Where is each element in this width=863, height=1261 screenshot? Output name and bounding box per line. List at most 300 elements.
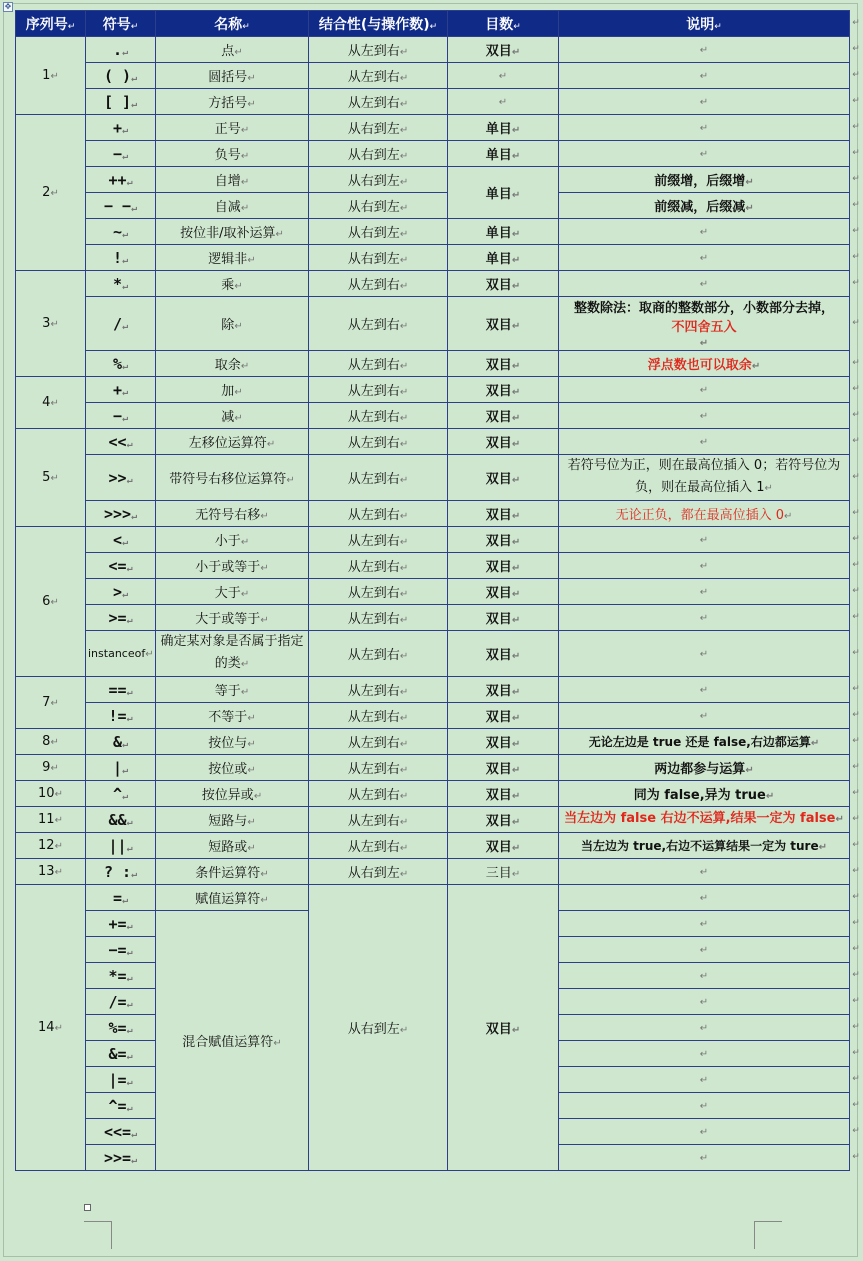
operator-symbol: <=↵: [86, 553, 156, 579]
paragraph-mark-icon: ↵: [126, 176, 133, 188]
arity: 双目↵: [448, 781, 559, 807]
description: [559, 963, 850, 989]
operator-name: 按位或↵: [156, 755, 309, 781]
paragraph-mark-icon: ↵: [498, 97, 508, 108]
paragraph-mark-icon: ↵: [511, 1025, 521, 1036]
paragraph-mark-icon: ↵: [266, 439, 276, 450]
row-end-mark-icon: ↵: [852, 277, 860, 288]
arity: 双目↵: [448, 579, 559, 605]
group-number: 7↵: [16, 677, 86, 729]
paragraph-mark-icon: ↵: [131, 510, 138, 522]
associativity: 从左到右↵: [309, 729, 448, 755]
paragraph-mark-icon: ↵: [810, 738, 820, 749]
paragraph-mark-icon: ↵: [399, 765, 409, 776]
table-row: [16, 833, 850, 859]
description: 当左边为 true,右边不运算结果一定为 ture↵: [559, 833, 850, 859]
table-row: [16, 63, 850, 89]
description: 前缀增，后缀增↵: [559, 167, 850, 193]
paragraph-mark-icon: ↵: [699, 1153, 709, 1164]
operator-symbol: +↵: [86, 377, 156, 403]
table-row: [16, 351, 850, 377]
operator-symbol: &↵: [86, 729, 156, 755]
table-row: [16, 501, 850, 527]
paragraph-mark-icon: ↵: [240, 361, 250, 372]
table-row: [16, 527, 850, 553]
associativity: 从左到右↵: [309, 429, 448, 455]
description: [559, 937, 850, 963]
operator-symbol: >>=↵: [86, 1145, 156, 1171]
paragraph-mark-icon: ↵: [399, 563, 409, 574]
paragraph-mark-icon: ↵: [399, 869, 409, 880]
paragraph-mark-icon: ↵: [399, 361, 409, 372]
associativity: 从左到右↵: [309, 63, 448, 89]
operator-name: 大于↵: [156, 579, 309, 605]
row-end-mark-icon: ↵: [852, 787, 860, 798]
header-name: 名称↵: [156, 11, 309, 37]
table-row: [16, 859, 850, 885]
paragraph-mark-icon: ↵: [234, 47, 243, 58]
row-end-mark-icon: ↵: [852, 199, 860, 210]
row-end-mark-icon: ↵: [852, 995, 860, 1006]
paragraph-mark-icon: ↵: [399, 73, 409, 84]
description: [559, 631, 850, 677]
paragraph-mark-icon: ↵: [399, 229, 409, 240]
associativity: 从左到右↵: [309, 271, 448, 297]
description: [559, 403, 850, 429]
row-end-mark-icon: ↵: [852, 891, 860, 902]
description: [559, 527, 850, 553]
paragraph-mark-icon: ↵: [247, 99, 256, 110]
paragraph-mark-icon: ↵: [511, 475, 521, 486]
paragraph-mark-icon: ↵: [399, 47, 409, 58]
arity: 双目↵: [448, 833, 559, 859]
description: [559, 989, 850, 1015]
operator-symbol: [ ]↵: [86, 89, 156, 115]
paragraph-mark-icon: ↵: [699, 1127, 709, 1138]
operator-symbol: |↵: [86, 755, 156, 781]
paragraph-mark-icon: ↵: [764, 483, 773, 494]
row-end-mark-icon: ↵: [852, 121, 860, 132]
paragraph-mark-icon: ↵: [247, 765, 256, 776]
operator-name: 减↵: [156, 403, 309, 429]
operator-name: 短路或↵: [156, 833, 309, 859]
paragraph-mark-icon: ↵: [399, 125, 409, 136]
description-line: 整数除法：取商的整数部分，小数部分去掉，: [573, 301, 834, 316]
table-row: [16, 579, 850, 605]
operator-symbol: =↵: [86, 885, 156, 911]
row-end-mark-icon: ↵: [852, 147, 860, 158]
description: [559, 1041, 850, 1067]
paragraph-mark-icon: ↵: [247, 713, 256, 724]
paragraph-mark-icon: ↵: [126, 614, 133, 626]
operator-symbol: +=↵: [86, 911, 156, 937]
paragraph-mark-icon: ↵: [699, 385, 709, 396]
row-end-mark-icon: ↵: [852, 611, 860, 622]
operator-name: 乘↵: [156, 271, 309, 297]
arity: 双目↵: [448, 807, 559, 833]
row-end-mark-icon: ↵: [852, 173, 860, 184]
associativity: 从左到右↵: [309, 89, 448, 115]
arity: 单目↵: [448, 167, 559, 219]
paragraph-mark-icon: ↵: [745, 177, 754, 188]
operator-symbol: ||↵: [86, 833, 156, 859]
table-row: [16, 37, 850, 63]
description: [559, 885, 850, 911]
operator-symbol: %=↵: [86, 1015, 156, 1041]
table-row: [16, 781, 850, 807]
operator-name: 逻辑非↵: [156, 245, 309, 271]
arity: 单目↵: [448, 115, 559, 141]
operator-name: 赋值运算符↵: [156, 885, 309, 911]
paragraph-mark-icon: ↵: [835, 814, 844, 825]
paragraph-mark-icon: ↵: [126, 1076, 133, 1088]
associativity: 从左到右↵: [309, 297, 448, 351]
paragraph-mark-icon: ↵: [818, 842, 827, 853]
associativity: 从右到左↵: [309, 167, 448, 193]
row-end-mark-icon: ↵: [852, 69, 860, 80]
paragraph-mark-icon: ↵: [399, 843, 409, 854]
table-row: [16, 677, 850, 703]
paragraph-mark-icon: ↵: [50, 763, 59, 774]
operator-symbol: !=↵: [86, 703, 156, 729]
paragraph-mark-icon: ↵: [699, 893, 709, 904]
operator-symbol: ^=↵: [86, 1093, 156, 1119]
operator-name: 自增↵: [156, 167, 309, 193]
row-end-mark-icon: ↵: [852, 95, 860, 106]
arity: 双目↵: [448, 553, 559, 579]
row-end-mark-icon: ↵: [852, 1047, 860, 1058]
paragraph-mark-icon: ↵: [131, 868, 138, 880]
group-number: 13↵: [16, 859, 86, 885]
paragraph-mark-icon: ↵: [126, 842, 133, 854]
arity: 双目↵: [448, 271, 559, 297]
paragraph-mark-icon: ↵: [122, 360, 129, 372]
paragraph-mark-icon: ↵: [699, 561, 709, 572]
associativity: 从右到左↵: [309, 219, 448, 245]
row-end-mark-icon: ↵: [852, 943, 860, 954]
operator-symbol: !↵: [86, 245, 156, 271]
table-row: [16, 553, 850, 579]
operator-symbol: −=↵: [86, 937, 156, 963]
group-number: 11↵: [16, 807, 86, 833]
row-end-mark-icon: ↵: [852, 225, 860, 236]
paragraph-mark-icon: ↵: [399, 687, 409, 698]
operator-symbol: <<↵: [86, 429, 156, 455]
row-end-mark-icon: ↵: [852, 761, 860, 772]
table-row: [16, 729, 850, 755]
row-end-mark-icon: ↵: [852, 251, 860, 262]
paragraph-mark-icon: ↵: [513, 21, 521, 32]
operator-name: 自减↵: [156, 193, 309, 219]
associativity: 从左到右↵: [309, 807, 448, 833]
paragraph-mark-icon: ↵: [240, 125, 250, 136]
operator-name: 确定某对象是否属于指定的类↵: [156, 631, 309, 677]
description: [559, 579, 850, 605]
associativity: 从左到右↵: [309, 605, 448, 631]
paragraph-mark-icon: ↵: [242, 21, 250, 32]
table-row: [16, 605, 850, 631]
paragraph-mark-icon: ↵: [126, 920, 133, 932]
table-row: [16, 89, 850, 115]
paragraph-mark-icon: ↵: [699, 649, 709, 660]
row-end-mark-icon: ↵: [852, 435, 860, 446]
paragraph-mark-icon: ↵: [399, 177, 409, 188]
associativity: 从左到右↵: [309, 553, 448, 579]
description: [559, 677, 850, 703]
paragraph-mark-icon: ↵: [126, 972, 133, 984]
group-number: 14↵: [16, 885, 86, 1171]
operator-symbol: *↵: [86, 271, 156, 297]
paragraph-mark-icon: ↵: [399, 387, 409, 398]
paragraph-mark-icon: ↵: [122, 280, 129, 292]
row-end-mark-icon: ↵: [852, 1073, 860, 1084]
paragraph-mark-icon: ↵: [511, 190, 521, 201]
description: 前缀减，后缀减↵: [559, 193, 850, 219]
row-end-mark-icon: ↵: [852, 559, 860, 570]
table-row: [16, 115, 850, 141]
row-end-mark-icon: ↵: [852, 865, 860, 876]
paragraph-mark-icon: ↵: [399, 817, 409, 828]
paragraph-mark-icon: ↵: [699, 587, 709, 598]
operator-name: 加↵: [156, 377, 309, 403]
paragraph-mark-icon: ↵: [745, 765, 754, 776]
description: [559, 219, 850, 245]
paragraph-mark-icon: ↵: [511, 537, 521, 548]
paragraph-mark-icon: ↵: [122, 46, 129, 58]
paragraph-mark-icon: ↵: [122, 254, 129, 266]
arity: 双目↵: [448, 527, 559, 553]
table-row: [16, 193, 850, 219]
associativity: 从左到右↵: [309, 501, 448, 527]
associativity: 从左到右↵: [309, 37, 448, 63]
operator-symbol: ( )↵: [86, 63, 156, 89]
paragraph-mark-icon: ↵: [745, 203, 754, 214]
table-row: [16, 429, 850, 455]
operator-symbol: − −↵: [86, 193, 156, 219]
table-row: [16, 403, 850, 429]
paragraph-mark-icon: ↵: [511, 651, 521, 662]
description: [559, 115, 850, 141]
paragraph-mark-icon: ↵: [399, 151, 409, 162]
paragraph-mark-icon: ↵: [399, 651, 409, 662]
associativity: 从左到右↵: [309, 579, 448, 605]
table-move-handle-icon[interactable]: ✥: [4, 2, 12, 11]
paragraph-mark-icon: ↵: [511, 413, 521, 424]
paragraph-mark-icon: ↵: [399, 281, 409, 292]
paragraph-mark-icon: ↵: [699, 711, 709, 722]
operator-name: 混合赋值运算符↵: [156, 911, 309, 1171]
operator-name: 按位与↵: [156, 729, 309, 755]
paragraph-mark-icon: ↵: [54, 815, 63, 826]
paragraph-mark-icon: ↵: [240, 659, 250, 670]
paragraph-mark-icon: ↵: [130, 21, 139, 32]
associativity: 从左到右↵: [309, 833, 448, 859]
operator-precedence-table: [15, 10, 850, 1171]
group-number: 6↵: [16, 527, 86, 677]
description: [559, 1015, 850, 1041]
operator-symbol: >=↵: [86, 605, 156, 631]
group-number: 2↵: [16, 115, 86, 271]
arity: 双目↵: [448, 677, 559, 703]
description: [559, 553, 850, 579]
operator-name: 不等于↵: [156, 703, 309, 729]
table-row: [16, 755, 850, 781]
paragraph-mark-icon: ↵: [399, 321, 409, 332]
paragraph-mark-icon: ↵: [122, 386, 129, 398]
operator-name: 取余↵: [156, 351, 309, 377]
associativity: 从右到左↵: [309, 141, 448, 167]
paragraph-mark-icon: ↵: [699, 1049, 709, 1060]
paragraph-mark-icon: ↵: [126, 1050, 133, 1062]
group-number: 4↵: [16, 377, 86, 429]
paragraph-mark-icon: ↵: [126, 998, 133, 1010]
paragraph-mark-icon: ↵: [126, 946, 133, 958]
description: [559, 703, 850, 729]
operator-symbol: /↵: [86, 297, 156, 351]
page-corner-mark-right: [754, 1221, 782, 1249]
paragraph-mark-icon: ↵: [511, 687, 521, 698]
paragraph-mark-icon: ↵: [145, 649, 154, 660]
paragraph-mark-icon: ↵: [511, 439, 521, 450]
paragraph-mark-icon: ↵: [429, 21, 438, 32]
paragraph-mark-icon: ↵: [247, 73, 256, 84]
associativity: 从左到右↵: [309, 703, 448, 729]
table-row: [16, 297, 850, 351]
operator-name: 短路与↵: [156, 807, 309, 833]
operator-symbol: %↵: [86, 351, 156, 377]
arity: 双目↵: [448, 297, 559, 351]
associativity: 从左到右↵: [309, 755, 448, 781]
paragraph-mark-icon: ↵: [122, 412, 129, 424]
arity: 单目↵: [448, 245, 559, 271]
paragraph-mark-icon: ↵: [699, 1023, 709, 1034]
paragraph-mark-icon: ↵: [714, 21, 722, 32]
paragraph-mark-icon: ↵: [260, 869, 269, 880]
associativity: 从左到右↵: [309, 631, 448, 677]
operator-symbol: /=↵: [86, 989, 156, 1015]
table-row: [16, 455, 850, 501]
paragraph-mark-icon: ↵: [399, 615, 409, 626]
paragraph-mark-icon: ↵: [122, 790, 129, 802]
paragraph-mark-icon: ↵: [54, 789, 63, 800]
operator-name: 左移位运算符↵: [156, 429, 309, 455]
description: 若符号位为正，则在最高位插入 0；若符号位为负，则在最高位插入 1↵: [559, 455, 850, 501]
operator-name: 方括号↵: [156, 89, 309, 115]
paragraph-mark-icon: ↵: [399, 511, 409, 522]
table-resize-handle[interactable]: [84, 1204, 91, 1211]
paragraph-mark-icon: ↵: [511, 125, 521, 136]
paragraph-mark-icon: ↵: [699, 149, 709, 160]
operator-symbol: |=↵: [86, 1067, 156, 1093]
paragraph-mark-icon: ↵: [699, 338, 709, 349]
paragraph-mark-icon: ↵: [50, 473, 59, 484]
table-row: [16, 377, 850, 403]
row-end-mark-icon: ↵: [852, 507, 860, 518]
description: 无论左边是 true 还是 false,右边都运算↵: [559, 729, 850, 755]
operator-symbol: ~↵: [86, 219, 156, 245]
header-description: 说明↵: [559, 11, 850, 37]
paragraph-mark-icon: ↵: [511, 229, 521, 240]
description: [559, 245, 850, 271]
header-arity: 目数↵: [448, 11, 559, 37]
row-end-mark-icon: ↵: [852, 917, 860, 928]
row-end-mark-icon: ↵: [852, 839, 860, 850]
operator-symbol: >↵: [86, 579, 156, 605]
paragraph-mark-icon: ↵: [247, 255, 256, 266]
paragraph-mark-icon: ↵: [511, 843, 521, 854]
operator-symbol: >>↵: [86, 455, 156, 501]
table-row: [16, 631, 850, 677]
row-end-mark-icon: ↵: [852, 1099, 860, 1110]
paragraph-mark-icon: ↵: [699, 919, 709, 930]
paragraph-mark-icon: ↵: [511, 589, 521, 600]
description: [559, 1093, 850, 1119]
associativity: 从左到右↵: [309, 527, 448, 553]
row-end-mark-icon: ↵: [852, 471, 860, 482]
associativity: 从右到左↵: [309, 885, 448, 1171]
paragraph-mark-icon: ↵: [699, 123, 709, 134]
paragraph-mark-icon: ↵: [50, 188, 59, 199]
description: [559, 1119, 850, 1145]
paragraph-mark-icon: ↵: [399, 203, 409, 214]
paragraph-mark-icon: ↵: [511, 151, 521, 162]
arity: 双目↵: [448, 729, 559, 755]
paragraph-mark-icon: ↵: [122, 588, 129, 600]
operator-symbol: <↵: [86, 527, 156, 553]
description: 浮点数也可以取余↵: [559, 351, 850, 377]
paragraph-mark-icon: ↵: [511, 739, 521, 750]
group-number: 3↵: [16, 271, 86, 377]
row-end-mark-icon: ↵: [852, 1125, 860, 1136]
operator-name: 除↵: [156, 297, 309, 351]
paragraph-mark-icon: ↵: [122, 320, 129, 332]
row-end-mark-icon: ↵: [852, 813, 860, 824]
operator-symbol: ? :↵: [86, 859, 156, 885]
paragraph-mark-icon: ↵: [50, 319, 59, 330]
paragraph-mark-icon: ↵: [240, 203, 250, 214]
row-end-mark-icon: ↵: [852, 709, 860, 720]
paragraph-mark-icon: ↵: [699, 685, 709, 696]
operator-symbol: ++↵: [86, 167, 156, 193]
row-end-mark-icon: ↵: [852, 383, 860, 394]
description: 两边都参与运算↵: [559, 755, 850, 781]
operator-symbol: &=↵: [86, 1041, 156, 1067]
description: [559, 911, 850, 937]
operator-name: 点↵: [156, 37, 309, 63]
paragraph-mark-icon: ↵: [699, 97, 709, 108]
table-row: [16, 141, 850, 167]
paragraph-mark-icon: ↵: [131, 1154, 138, 1166]
paragraph-mark-icon: ↵: [399, 255, 409, 266]
operator-symbol: instanceof↵: [86, 631, 156, 677]
operator-name: 负号↵: [156, 141, 309, 167]
paragraph-mark-icon: ↵: [54, 1023, 63, 1034]
associativity: 从右到左↵: [309, 115, 448, 141]
associativity: 从右到左↵: [309, 245, 448, 271]
paragraph-mark-icon: ↵: [511, 791, 521, 802]
paragraph-mark-icon: ↵: [399, 791, 409, 802]
paragraph-mark-icon: ↵: [511, 713, 521, 724]
paragraph-mark-icon: ↵: [511, 869, 521, 880]
group-number: 12↵: [16, 833, 86, 859]
operator-symbol: −↵: [86, 141, 156, 167]
operator-symbol: *=↵: [86, 963, 156, 989]
group-number: 5↵: [16, 429, 86, 527]
associativity: 从左到右↵: [309, 781, 448, 807]
operator-name: 无符号右移↵: [156, 501, 309, 527]
paragraph-mark-icon: ↵: [699, 1075, 709, 1086]
paragraph-mark-icon: ↵: [699, 945, 709, 956]
